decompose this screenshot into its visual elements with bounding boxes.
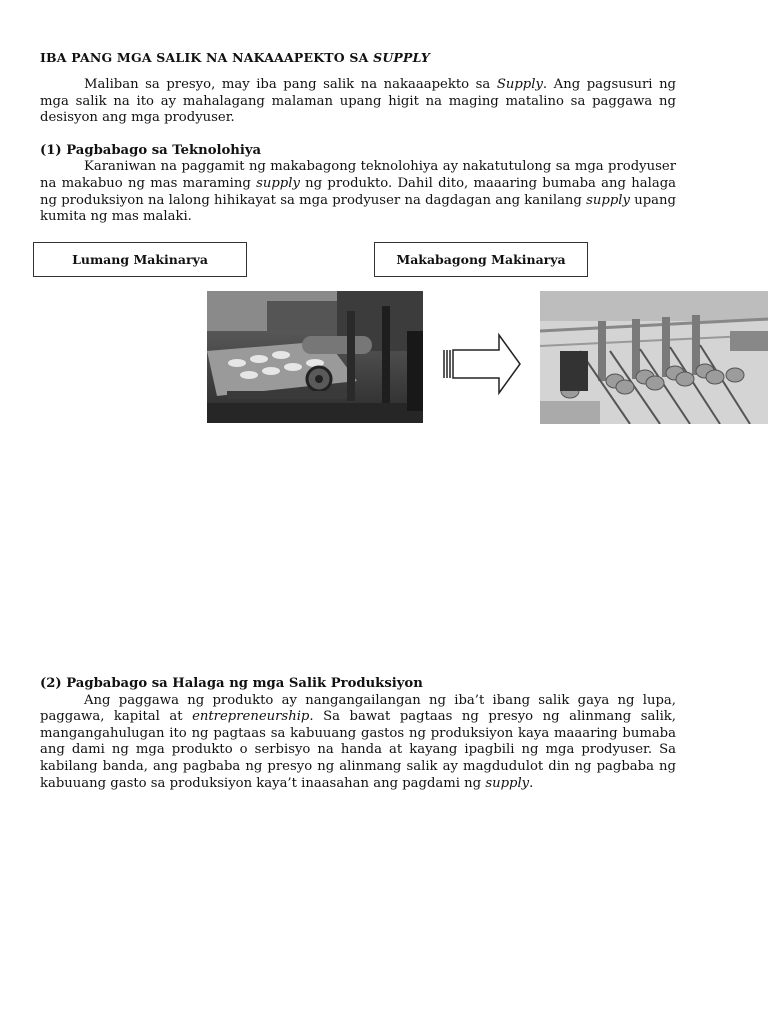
document-body (40, 50, 676, 226)
section1-paragraph (40, 159, 676, 225)
title-italic: SUPPLY (373, 50, 430, 65)
section2-title: (2) Pagbabago sa Halaga ng mga Salik Produksiyon (40, 676, 423, 691)
s1-text-3: upang kumita ng mas malaki. (40, 192, 676, 225)
intro-italic-1: Supply (496, 77, 543, 92)
old-machinery-label: Lumang Makinarya (33, 242, 247, 277)
s2-italic-1: entrepreneurship (192, 709, 310, 725)
s2-text-2: . Sa bawat pagtaas ng presyo ng alinmang salik, mangangahulugan ito ng pagtaas sa kabuuang gastos ng produksiyon kaya maaaring bumaba ang dami ng mga produkto o serbisyo na handa at kayang ipagbili ng mga prodyuser. Sa kabilang banda, ang pagbaba ng presyo ng alinmang salik ay magdudulot din ng pagbaba ng kabuuang gasto sa produksiyon kaya’t inaasahan ang pagdami ng (40, 709, 676, 791)
s1-text-2: ng produkto. Dahil dito, maaaring bumaba ang halaga ng produksiyon na lalong hihikayat sa mga prodyuser na dagdagan ang kanilang (40, 175, 676, 208)
s1-italic-2: supply (586, 192, 630, 208)
new-machinery-photo (540, 291, 768, 424)
section2-paragraph (40, 693, 676, 793)
old-machinery-photo (207, 291, 423, 423)
intro-text-1: Maliban sa presyo, may iba pang salik na nakaaapekto sa (84, 77, 497, 92)
s2-text-3: . (529, 775, 534, 791)
page-title (40, 50, 676, 65)
s2-italic-2: supply (485, 775, 530, 791)
s2-text-1: Ang paggawa ng produkto ay nangangailangan ng iba’t ibang salik gaya ng lupa, paggawa, kapital at (40, 692, 676, 725)
section2 (40, 676, 676, 792)
new-machinery-label: Makabagong Makinarya (374, 242, 588, 277)
arrow-right-icon (441, 332, 523, 396)
intro-paragraph (40, 77, 676, 127)
section1-title: (1) Pagbabago sa Teknolohiya (40, 142, 262, 158)
intro-text-2: . Ang pagsusuri ng mga salik na ito ay mahalagang malaman upang higit na maging matalino sa paggawa ng desisyon ang mga prodyuser. (40, 77, 676, 126)
s1-text-1: Karaniwan na paggamit ng makabagong teknolohiya ay nakatutulong sa mga prodyuser na makabuo ng mas maraming (40, 159, 676, 191)
s1-italic-1: supply (256, 175, 300, 191)
title-text: IBA PANG MGA SALIK NA NAKAAAPEKTO SA (40, 50, 374, 65)
